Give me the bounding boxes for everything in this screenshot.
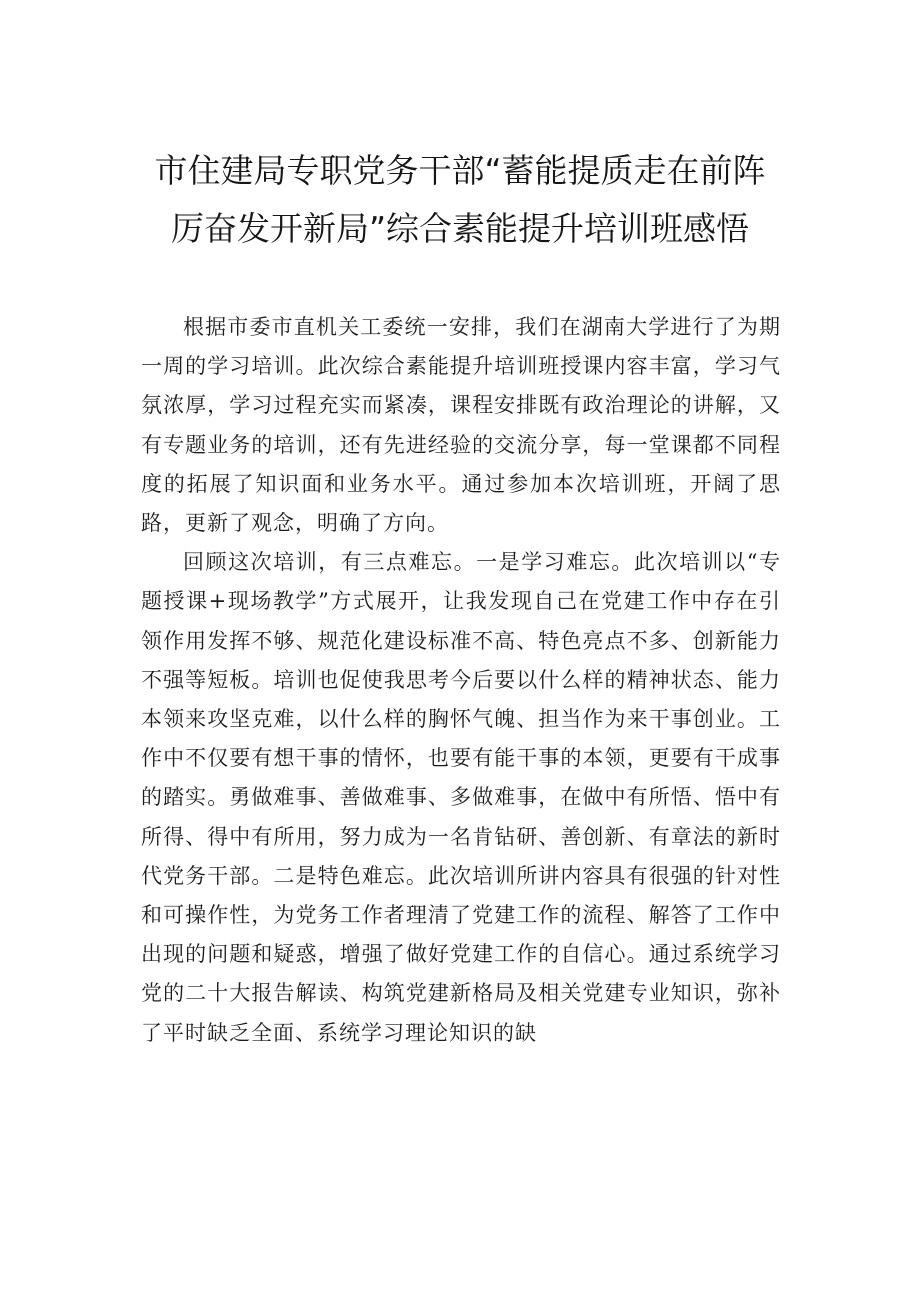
paragraph-1: 根据市委市直机关工委统一安排，我们在湖南大学进行了为期一周的学习培训。此次综合素能提升培训班授课内容丰富，学习气氛浓厚，学习过程充实而紧凑，课程安排既有政治理论的讲解，又有专题业务的培训，还有先进经验的交流分享，每一堂课都不同程度的拓展了知识面和业务水平。通过参加本次培训班，开阔了思路，更新了观念，明确了方向。	[141, 315, 781, 536]
title-line-2: 厉奋发开新局”综合素能提升培训班感悟	[170, 209, 750, 248]
title-line-1: 市住建局专职党务干部“蓄能提质走在前阵	[154, 151, 766, 190]
document-title	[120, 142, 800, 258]
paragraph-2: 回顾这次培训，有三点难忘。一是学习难忘。此次培训以“专题授课+现场教学”方式展开，让我发现自己在党建工作中存在引领作用发挥不够、规范化建设标准不高、特色亮点不多、创新能力不强等短板。培训也促使我思考今后要以什么样的精神状态、能力本领来攻坚克难，以什么样的胸怀气魄、担当作为来干事创业。工作中不仅要有想干事的情怀，也要有能干事的本领，更要有干成事的踏实。勇做难事、善做难事、多做难事，在做中有所悟、悟中有所得、得中有所用，努力成为一名肯钻研、善创新、有章法的新时代党务干部。二是特色难忘。此次培训所讲内容具有很强的针对性和可操作性，为党务工作者理清了党建工作的流程、解答了工作中出现的问题和疑惑，增强了做好党建工作的自信心。通过系统学习党的二十大报告解读、构筑党建新格局及相关党建专业知识，弥补了平时缺乏全面、系统学习理论知识的缺	[141, 550, 781, 1045]
document-body	[141, 308, 781, 1053]
